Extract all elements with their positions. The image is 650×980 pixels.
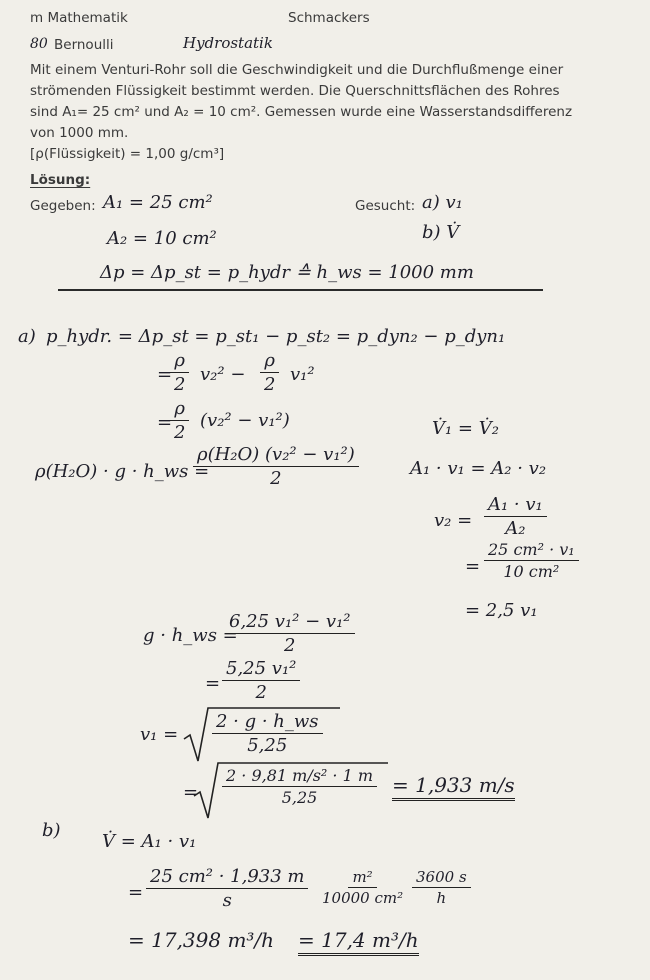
part-a-line-3: (v₂² − v₁²) [200,410,290,431]
v2-result: = 2,5 v₁ [465,600,538,621]
header-subject: m Mathematik [30,10,128,26]
result-volume-flow: = 17,4 m³/h [298,928,419,956]
task-line-2: strömenden Flüssigkeit bestimmt werden. Die Querschnittsflächen des Rohres [30,83,560,99]
g-hws-left: g · h_ws = [143,625,238,646]
task-number: 80 [30,36,48,52]
task-line-5: [ρ(Flüssigkeit) = 1,00 g/cm³] [30,146,225,162]
rho-half-1: $\frac{\rho}{2}$ [170,350,189,395]
wanted-b: b) V̇ [422,222,460,243]
task-line-1: Mit einem Venturi-Rohr soll die Geschwindigkeit und die Durchflußmenge einer [30,62,564,78]
conversion-fraction-3: $\frac{3600 s}{h}$ [412,868,471,907]
part-a-line-2-end: v₁² [290,364,315,385]
eq-sign-r4: = [465,556,481,577]
eq-sign-g2: = [205,673,221,694]
rho-half-3: $\frac{\rho}{2}$ [170,398,189,443]
handwritten-tag: Hydrostatik [183,34,273,52]
part-a-line-4-left: ρ(H₂O) · g · h_ws = [35,461,210,482]
rho-half-2: $\frac{\rho}{2}$ [260,350,279,395]
given-separator [58,289,543,291]
volume-flow-raw: = 17,398 m³/h [128,928,275,952]
part-a-label: a) [18,326,36,347]
part-b-label: b) [42,820,61,841]
v1-radicand-2: $\frac{\text{2 · 9,81 m/s² · 1 m}}{5,25}$ [222,766,377,807]
solution-heading: Lösung: [30,172,91,188]
given-a2: A₂ = 10 cm² [107,228,217,249]
v1-radicand-1: $\frac{2 \cdot g \cdot h\_ws}{5,25}$ [212,711,323,756]
given-label: Gegeben: [30,198,96,214]
eq-sign-2: = [157,364,173,385]
task-title: Bernoulli [54,37,114,53]
task-line-4: von 1000 mm. [30,125,129,141]
g-hws-fraction-1: $\frac{\text{6,25 v₁² − v₁²}}{2}$ [225,611,355,656]
v1-left: v₁ = [140,724,179,745]
given-a1: A₁ = 25 cm² [103,192,213,213]
v2-left: v₂ = [434,510,473,531]
flow-equality: V̇₁ = V̇₂ [432,418,499,439]
conversion-fraction-1: $\frac{\text{25 cm² · 1,933 m}}{s}$ [146,866,308,911]
part-a-line-2: v₂² − [200,364,246,385]
continuity-equation: A₁ · v₁ = A₂ · v₂ [410,458,547,479]
eq-sign-b2: = [128,882,144,903]
header-author: Schmackers [288,10,370,26]
conversion-fraction-2: $\frac{\text{m²}}{\text{10000 cm²}}$ [322,868,404,907]
v2-substituted: $\frac{\text{25 cm² · v₁}}{\text{10 cm²}}$ [484,540,579,581]
task-line-3: sind A₁= 25 cm² und A₂ = 10 cm². Gemessen wurde eine Wasserstandsdifferenz [30,104,573,120]
given-pressure: Δp = Δp_st = p_hydr ≙ h_ws = 1000 mm [100,262,474,283]
wanted-label: Gesucht: [355,198,416,214]
eq-sign-v2: = [183,782,199,803]
part-a-line-1: p_hydr. = Δp_st = p_st₁ − p_st₂ = p_dyn₂ − p_dyn₁ [46,326,506,347]
result-v1: = 1,933 m/s [392,773,515,801]
volume-flow-formula: V̇ = A₁ · v₁ [102,831,197,852]
g-hws-fraction-2: $\frac{\text{5,25 v₁²}}{2}$ [222,658,300,703]
eq-sign-3: = [157,412,173,433]
part-a-line-4-fraction: $\frac{\text{ρ(H₂O) (v₂² − v₁²)}}{2}$ [193,444,359,489]
wanted-a: a) v₁ [422,192,463,213]
v2-fraction: $\frac{\text{A₁ · v₁}}{\text{A₂}}$ [484,494,547,539]
